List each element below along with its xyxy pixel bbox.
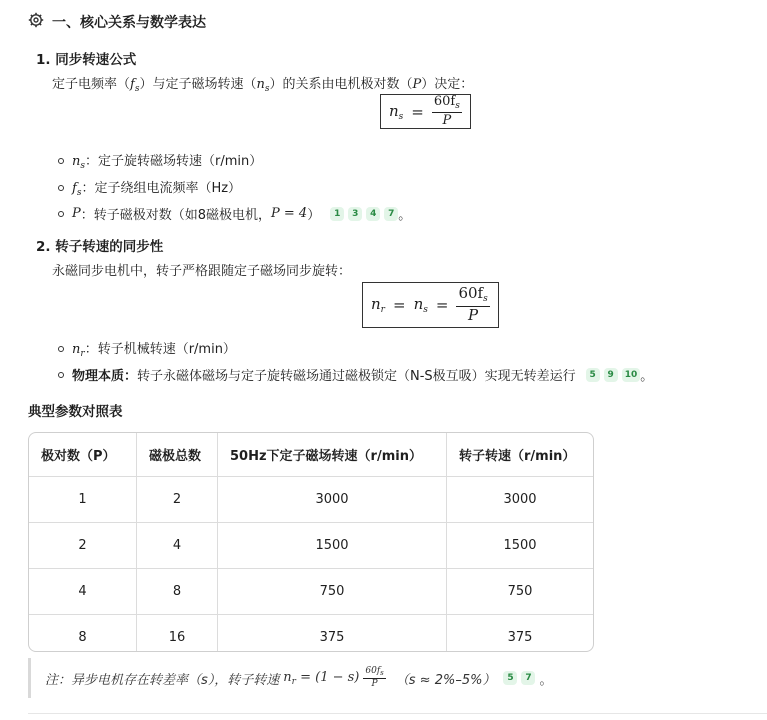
- table-cell: 4: [29, 569, 137, 615]
- sub1-intro: 定子电频率$(f_s)$与定子磁场转速$(n_s)$的关系由电机极对数（P）决定：: [52, 77, 474, 94]
- section-title: [28, 12, 206, 32]
- table-row: [29, 615, 593, 652]
- table-cell: 750: [218, 569, 447, 615]
- table-cell: 1500: [218, 523, 447, 569]
- table-title: 典型参数对照表: [28, 404, 123, 420]
- table-cell: 2: [29, 523, 137, 569]
- sub2-heading: 2. 转子转速的同步性: [36, 239, 164, 255]
- table-header-cell: 转子转速（r/min）: [447, 433, 593, 477]
- citation-badge[interactable]: 1: [330, 207, 344, 221]
- table-cell: 1500: [447, 523, 593, 569]
- list-item: $f_s$：定子绕组电流频率（Hz）: [58, 177, 241, 198]
- table-row: [29, 523, 593, 569]
- citation-badge[interactable]: 3: [348, 207, 362, 221]
- table-cell: 8: [137, 569, 218, 615]
- note-blockquote: 注：异步电机存在转差率（s），转子转速 $n_r = (1 - s)$ $\frac{60f_s}{P}$ （s ≈ 2%–5%） 5 7 。: [28, 658, 628, 698]
- table-header-cell: 磁极总数: [137, 433, 218, 477]
- citation-badge[interactable]: 5: [503, 671, 517, 685]
- table-cell: 3000: [218, 477, 447, 523]
- gear-icon: [28, 12, 44, 32]
- table-header-cell: 50Hz下定子磁场转速（r/min）: [218, 433, 447, 477]
- table-header-cell: 极对数（P）: [29, 433, 137, 477]
- citation-badge[interactable]: 9: [604, 368, 618, 382]
- table-cell: 750: [447, 569, 593, 615]
- list-item: $n_s$：定子旋转磁场转速（r/min）: [58, 150, 262, 171]
- citation-badge[interactable]: 4: [366, 207, 380, 221]
- table-header-row: [29, 433, 593, 477]
- rotor-speed-formula: $n_r$ = $n_s$ = $\frac{60f_s}{P}$: [362, 282, 499, 328]
- list-item: $n_r$：转子机械转速（r/min）: [58, 338, 236, 359]
- table-cell: 1: [29, 477, 137, 523]
- table-row: [29, 569, 593, 615]
- citation-badge[interactable]: 5: [586, 368, 600, 382]
- sub2-intro: 永磁同步电机中，转子严格跟随定子磁场同步旋转：: [52, 264, 352, 279]
- table-cell: 16: [137, 615, 218, 652]
- sync-speed-formula: $n_s$ = $\frac{60f_s}{P}$: [380, 94, 471, 129]
- sub1-heading: 1. 同步转速公式: [36, 52, 137, 68]
- table-cell: 375: [218, 615, 447, 652]
- citation-badge[interactable]: 7: [521, 671, 535, 685]
- table-cell: 4: [137, 523, 218, 569]
- divider: [28, 713, 767, 714]
- params-table: [28, 432, 594, 652]
- table-cell: 375: [507, 630, 533, 645]
- list-item: 物理本质： 转子永磁体磁场与定子旋转磁场通过磁极锁定（N-S极互吸）实现无转差运行 5 9 10 。: [58, 365, 653, 384]
- citation-badge[interactable]: 7: [384, 207, 398, 221]
- list-item: P ：转子磁极对数（如8磁极电机， P = 4 ） 1 3 4 7 。: [58, 204, 411, 223]
- table-row: [29, 477, 593, 523]
- section-title-text: 一、核心关系与数学表达: [52, 15, 206, 31]
- table-cell: 3000: [447, 477, 593, 523]
- table-cell: 8: [29, 615, 137, 652]
- citation-badge[interactable]: 10: [622, 368, 641, 382]
- table-cell: 2: [137, 477, 218, 523]
